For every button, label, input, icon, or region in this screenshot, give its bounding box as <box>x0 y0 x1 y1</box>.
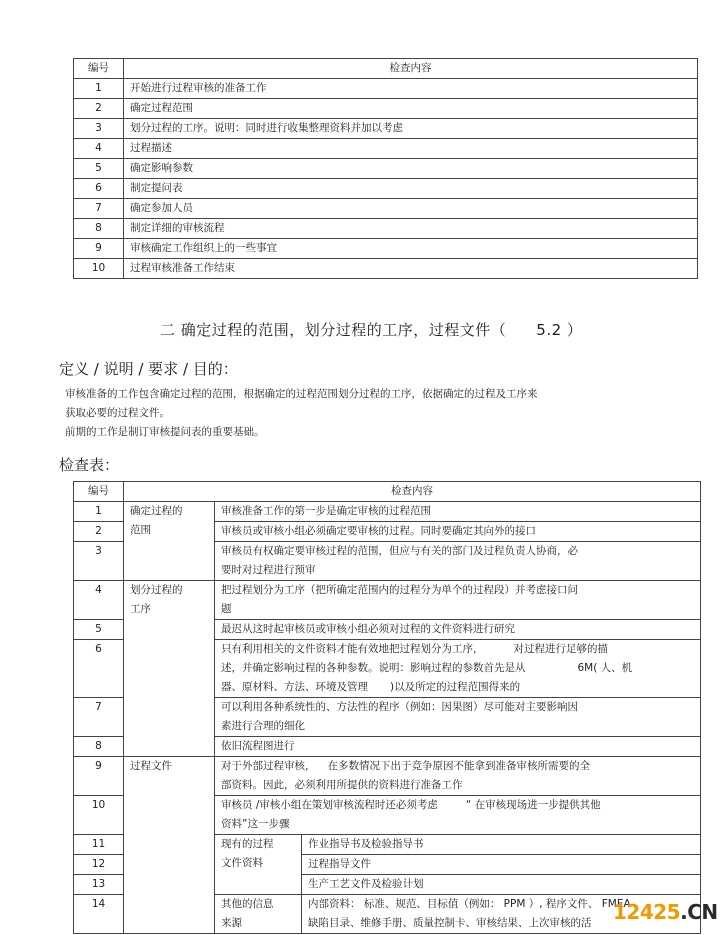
row-text: 审核员或审核小组必须确定要审核的过程。同时要确定其向外的接口 <box>215 522 701 542</box>
row-number: 4 <box>74 139 124 159</box>
definition-line: 前期的工作是制订审核提问表的重要基础。 <box>65 426 265 438</box>
checklist-heading: 检查表： <box>59 456 120 474</box>
row-number: 9 <box>74 239 124 259</box>
row-text: 确定参加人员 <box>124 199 698 219</box>
row-text <box>215 640 701 698</box>
table-row <box>74 139 698 159</box>
row-text: 审核准备工作的第一步是确定审核的过程范围 <box>215 502 701 522</box>
row-text-line: 可以利用各种系统性的、方法性的程序（例如：因果图）尽可能对主要影响因 <box>221 701 578 713</box>
row-text-segment: 对过程进行足够的描 <box>513 643 608 655</box>
row-text: 过程指导文件 <box>302 855 701 875</box>
row-text-segment: 述，并确定影响过程的各种参数。说明：影响过程的参数首先是从 <box>221 662 526 674</box>
row-number: 7 <box>74 199 124 219</box>
row-text-segment: “ 在审核现场进一步提供其他 <box>465 799 601 811</box>
group-process-documents: 过程文件 <box>124 757 215 934</box>
row-number: 10 <box>74 796 124 835</box>
row-text-line <box>221 640 694 659</box>
row-text: 最迟从这时起审核员或审核小组必须对过程的文件资料进行研究 <box>215 620 701 640</box>
section-heading-text: 二 确定过程的范围，划分过程的工序，过程文件（ <box>160 321 507 339</box>
subgroup-existing-documents <box>215 835 302 895</box>
row-text <box>215 796 701 835</box>
row-number: 9 <box>74 757 124 796</box>
row-text-line: 内部资料： 标准、规范、目标值（例如： PPM ）, 程序文件、 FMEA 、 <box>308 898 645 910</box>
section-heading-ref: 5.2 ） <box>536 321 583 339</box>
header-number: 编号 <box>74 482 124 502</box>
row-text-segment: 在多数情况下出于竞争原因不能拿到准备审核所需要的全 <box>327 760 590 772</box>
row-text: 制定详细的审核流程 <box>124 219 698 239</box>
row-number: 3 <box>74 119 124 139</box>
section-heading <box>160 319 582 340</box>
watermark-digits: 12425 <box>613 900 681 924</box>
row-text: 作业指导书及检验指导书 <box>302 835 701 855</box>
definition-line: 获取必要的过程文件。 <box>65 407 170 419</box>
row-text <box>215 542 701 581</box>
group-label-line: 确定过程的 <box>130 505 183 517</box>
header-content: 检查内容 <box>124 482 701 502</box>
definition-heading: 定义 / 说明 / 要求 / 目的： <box>59 360 238 378</box>
table-row <box>74 199 698 219</box>
row-text-segment: 对于外部过程审核， <box>221 760 316 772</box>
preparation-checklist-table <box>73 58 698 279</box>
row-text: 生产工艺文件及检验计划 <box>302 875 701 895</box>
row-text-segment: 审核员 /审核小组在策划审核流程时还必须考虑 <box>221 799 438 811</box>
row-text-line: 资料”这一步骤 <box>221 818 290 830</box>
row-text: 过程描述 <box>124 139 698 159</box>
row-text-line: 素进行合理的细化 <box>221 720 305 732</box>
row-text: 开始进行过程审核的准备工作 <box>124 79 698 99</box>
row-number: 1 <box>74 79 124 99</box>
row-text-line: 部资料。因此，必须利用所提供的资料进行准备工作 <box>221 779 463 791</box>
table-row <box>74 79 698 99</box>
row-number: 13 <box>74 875 124 895</box>
table-row <box>74 159 698 179</box>
table-row <box>74 239 698 259</box>
row-number: 5 <box>74 620 124 640</box>
group-label-line: 来源 <box>221 917 242 929</box>
row-number: 2 <box>74 522 124 542</box>
group-process-steps <box>124 581 215 757</box>
row-text-line: 审核员有权确定要审核过程的范围，但应与有关的部门及过程负责人协商，必 <box>221 545 578 557</box>
table-row <box>74 219 698 239</box>
row-number: 11 <box>74 835 124 855</box>
row-text: 审核确定工作组织上的一些事宜 <box>124 239 698 259</box>
row-text: 确定影响参数 <box>124 159 698 179</box>
table-row <box>74 757 701 796</box>
row-text: 依旧流程图进行 <box>215 737 701 757</box>
row-text: 制定提问表 <box>124 179 698 199</box>
table-row <box>74 99 698 119</box>
row-text-line: 要时对过程进行预审 <box>221 564 316 576</box>
row-text: 确定过程范围 <box>124 99 698 119</box>
definition-body <box>65 385 538 442</box>
row-number: 1 <box>74 502 124 522</box>
row-text <box>215 581 701 620</box>
row-text <box>215 698 701 737</box>
table-row <box>74 259 698 279</box>
row-text-segment: 6M( 人、机 <box>577 662 633 674</box>
row-text-line: 题 <box>221 603 232 615</box>
scope-checklist-table <box>73 481 701 934</box>
row-number: 5 <box>74 159 124 179</box>
table-row <box>74 502 701 522</box>
row-number: 3 <box>74 542 124 581</box>
row-text: 过程审核准备工作结束 <box>124 259 698 279</box>
subgroup-other-sources <box>215 895 302 934</box>
row-text-segment: 只有利用相关的文件资料才能有效地把过程划分为工序， <box>221 643 484 655</box>
header-content: 检查内容 <box>124 59 698 79</box>
table-header-row <box>74 59 698 79</box>
table-row <box>74 119 698 139</box>
row-text-line: 缺陷目录、维修手册、质量控制卡、审核结果、上次审核的活 <box>308 917 592 929</box>
row-number: 14 <box>74 895 124 934</box>
row-number: 12 <box>74 855 124 875</box>
watermark-domain: .CN <box>680 900 718 924</box>
row-text-line <box>221 757 694 776</box>
row-text-segment: )以及所定的过程范围得来的 <box>390 681 521 693</box>
group-label-line: 现有的过程 <box>221 838 274 850</box>
row-text-line <box>221 678 694 697</box>
table-header-row <box>74 482 701 502</box>
group-label-line: 工序 <box>130 603 151 615</box>
row-number: 4 <box>74 581 124 620</box>
row-text-segment: 器、原材料、方法、环境及管理 <box>221 681 368 693</box>
row-text: 划分过程的工序。说明：同时进行收集整理资料并加以考虑 <box>124 119 698 139</box>
table-row <box>74 581 701 620</box>
group-scope <box>124 502 215 581</box>
group-label-line: 其他的信息 <box>221 898 274 910</box>
row-number: 6 <box>74 640 124 698</box>
row-number: 2 <box>74 99 124 119</box>
table-row <box>74 179 698 199</box>
row-text-line: 把过程划分为工序（把所确定范围内的过程分为单个的过程段）并考虑接口问 <box>221 584 578 596</box>
row-number: 7 <box>74 698 124 737</box>
row-text-line <box>221 659 694 678</box>
row-text <box>215 757 701 796</box>
header-number: 编号 <box>74 59 124 79</box>
row-text-line <box>221 796 694 815</box>
site-watermark-logo <box>613 900 718 924</box>
row-number: 6 <box>74 179 124 199</box>
group-label-line: 文件资料 <box>221 857 263 869</box>
group-label-line: 划分过程的 <box>130 584 183 596</box>
row-number: 8 <box>74 219 124 239</box>
definition-line: 审核准备的工作包含确定过程的范围，根据确定的过程范围划分过程的工序，依据确定的过程及工序来 <box>65 388 538 400</box>
group-label-line: 范围 <box>130 524 151 536</box>
row-number: 8 <box>74 737 124 757</box>
row-number: 10 <box>74 259 124 279</box>
